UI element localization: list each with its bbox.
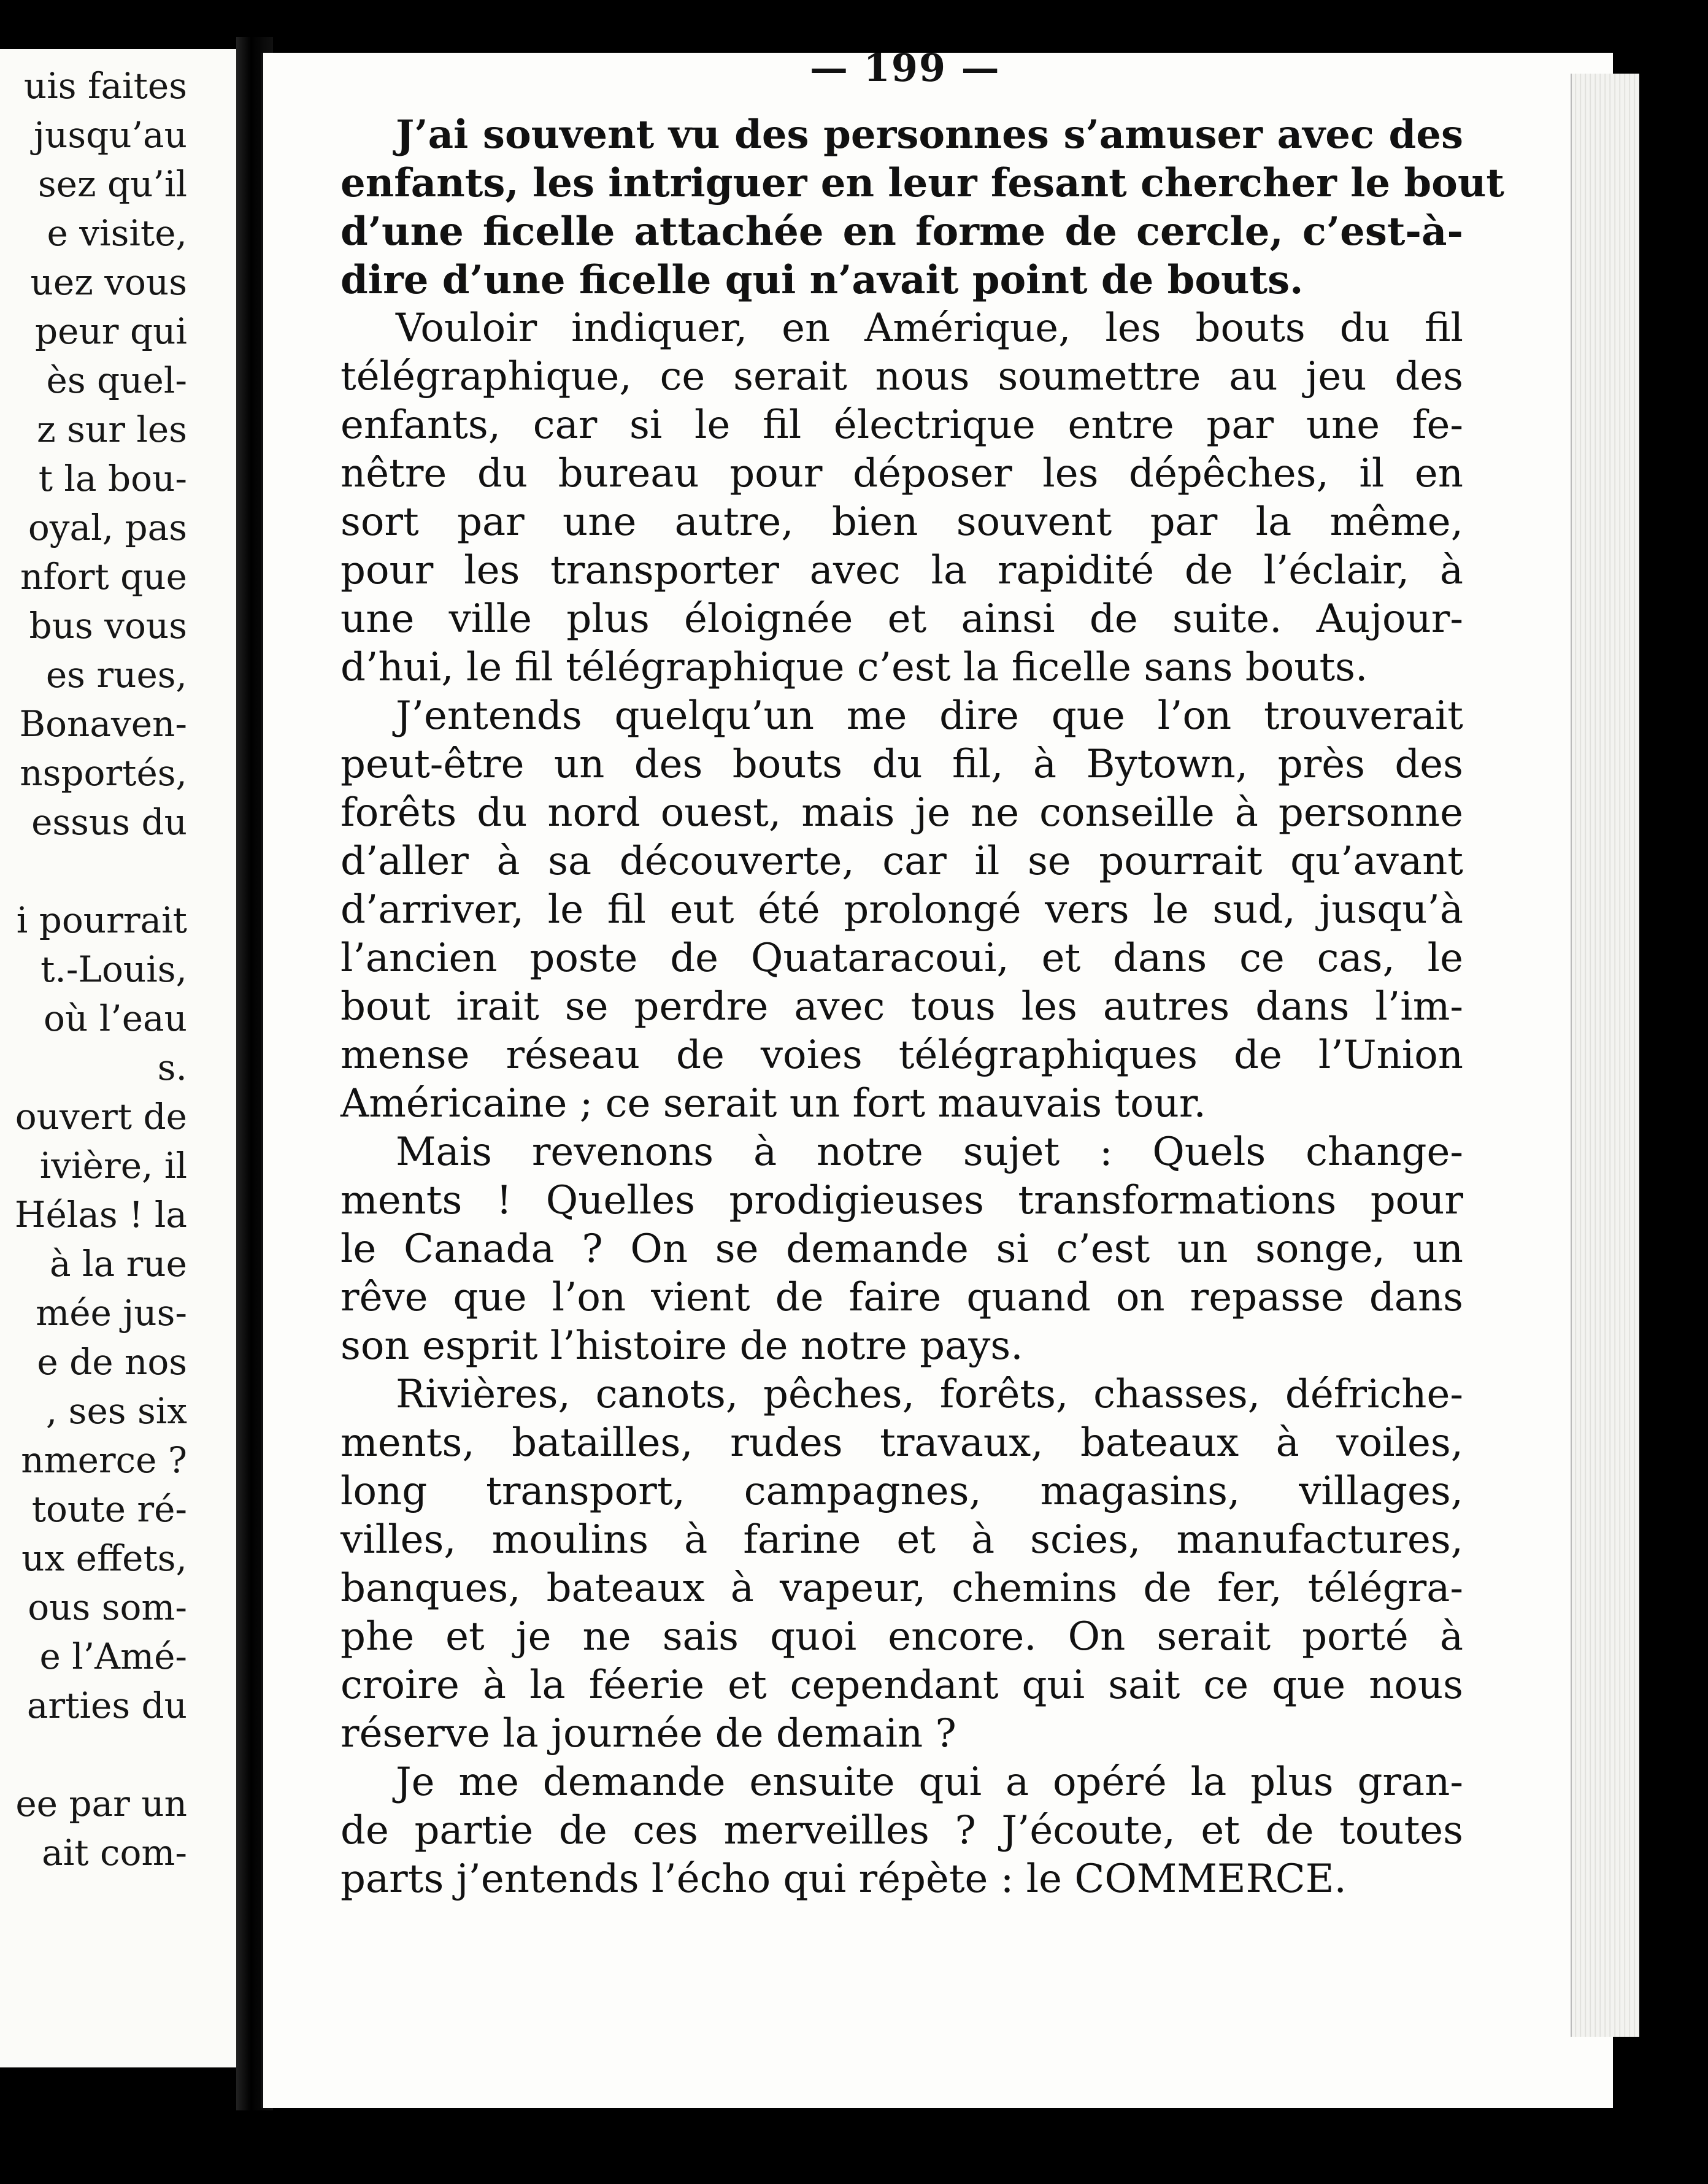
- left-page-line: nsportés,: [20, 752, 187, 794]
- text-line: parts j’entends l’écho qui répète : le COMMERCE.: [340, 1856, 1347, 1902]
- body-text: [340, 110, 1504, 1904]
- left-page-line: ouvert de: [15, 1096, 187, 1137]
- paragraph: [340, 692, 1463, 1128]
- text-line: sort par une autre, bien souvent par la même,: [340, 499, 1463, 545]
- text-line: son esprit l’histoire de notre pays.: [340, 1323, 1023, 1369]
- left-page-line: jusqu’au: [34, 114, 187, 156]
- text-line: pour les transporter avec la rapidité de l’éclair, à: [340, 548, 1463, 593]
- paragraph: [340, 1371, 1463, 1758]
- text-line: J’ai souvent vu des personnes s’amuser avec des: [396, 112, 1463, 158]
- left-page-line: essus du: [31, 801, 187, 843]
- text-line: Américaine ; ce serait un fort mauvais tour.: [340, 1081, 1206, 1126]
- text-line: d’une ficelle attachée en forme de cercle, c’est-à-: [340, 209, 1463, 255]
- left-page-line: i pourrait: [16, 899, 187, 941]
- left-page-line: e visite,: [47, 212, 187, 254]
- text-line: forêts du nord ouest, mais je ne conseille à personne: [340, 790, 1463, 836]
- paragraph: [340, 110, 1504, 304]
- left-page-line: Bonaven-: [19, 703, 187, 745]
- left-page-line: es rues,: [45, 654, 187, 696]
- left-page-line: e de nos: [37, 1341, 187, 1383]
- paragraph: [340, 304, 1463, 692]
- text-line: mense réseau de voies télégraphiques de l’Union: [340, 1032, 1463, 1078]
- page-edges: [1571, 74, 1639, 2037]
- paragraph: [340, 1758, 1463, 1904]
- text-line: croire à la féerie et cependant qui sait ce que nous: [340, 1663, 1463, 1708]
- text-line: Je me demande ensuite qui a opéré la plus gran-: [396, 1759, 1463, 1805]
- left-page-line: t la bou-: [38, 458, 187, 499]
- left-page-line: ee par un: [15, 1783, 187, 1824]
- left-page-line: toute ré-: [31, 1488, 187, 1530]
- page-number: — 199 —: [810, 45, 1001, 90]
- left-page-line: nmerce ?: [21, 1439, 187, 1481]
- text-line: banques, bateaux à vapeur, chemins de fer, télégra-: [340, 1566, 1463, 1611]
- left-page-line: ous som-: [28, 1586, 187, 1628]
- left-page-line: uez vous: [30, 261, 187, 303]
- left-page-line: Hélas ! la: [14, 1194, 187, 1236]
- left-page-line: uis faites: [23, 65, 187, 107]
- text-line: bout irait se perdre avec tous les autres dans l’im-: [340, 984, 1463, 1029]
- left-page-line: ès quel-: [46, 360, 187, 401]
- text-line: enfants, car si le fil électrique entre par une fe-: [340, 402, 1463, 448]
- text-line: l’ancien poste de Quataracoui, et dans ce cas, le: [340, 936, 1463, 981]
- left-page-line: nfort que: [20, 556, 187, 598]
- left-page-line: e l’Amé-: [39, 1636, 187, 1677]
- left-page-line: bus vous: [29, 605, 187, 647]
- text-line: villes, moulins à farine et à scies, manufactures,: [340, 1517, 1463, 1563]
- text-line: long transport, campagnes, magasins, villages,: [340, 1469, 1463, 1514]
- left-page-line: ait com-: [42, 1832, 187, 1874]
- left-page-line: peur qui: [34, 310, 187, 352]
- left-page-line: , ses six: [45, 1390, 187, 1432]
- text-line: enfants, les intriguer en leur fesant chercher le bout: [340, 160, 1504, 206]
- text-line: rêve que l’on vient de faire quand on repasse dans: [340, 1275, 1463, 1320]
- text-line: de partie de ces merveilles ? J’écoute, et de toutes: [340, 1808, 1463, 1853]
- text-line: ments ! Quelles prodigieuses transformations pour: [340, 1178, 1463, 1223]
- text-line: Rivières, canots, pêches, forêts, chasses, défriche-: [396, 1372, 1463, 1417]
- text-line: le Canada ? On se demande si c’est un songe, un: [340, 1226, 1463, 1272]
- left-page-line: ivière, il: [39, 1145, 187, 1186]
- text-line: ments, batailles, rudes travaux, bateaux à voiles,: [340, 1420, 1463, 1466]
- text-line: télégraphique, ce serait nous soumettre au jeu des: [340, 354, 1463, 399]
- left-page-line: à la rue: [50, 1243, 187, 1285]
- text-line: une ville plus éloignée et ainsi de suite. Aujour-: [340, 596, 1463, 642]
- left-page-line: où l’eau: [44, 998, 187, 1039]
- left-page-line: ux effets,: [21, 1537, 187, 1579]
- left-page-line: oyal, pas: [28, 507, 187, 548]
- left-page-line: arties du: [26, 1685, 187, 1726]
- left-page-line: sez qu’il: [37, 163, 187, 205]
- paragraph: [340, 1128, 1463, 1371]
- text-line: peut-être un des bouts du fil, à Bytown, près des: [340, 742, 1463, 787]
- text-line: d’aller à sa découverte, car il se pourrait qu’avant: [340, 839, 1463, 884]
- text-line: Mais revenons à notre sujet : Quels change-: [396, 1129, 1463, 1175]
- left-page-line: t.-Louis,: [40, 948, 187, 990]
- text-line: dire d’une ficelle qui n’avait point de bouts.: [340, 257, 1304, 303]
- left-page-line: mée jus-: [36, 1292, 187, 1334]
- text-line: nêtre du bureau pour déposer les dépêches, il en: [340, 451, 1463, 496]
- text-line: d’arriver, le fil eut été prolongé vers le sud, jusqu’à: [340, 887, 1463, 932]
- left-page-fragment: [0, 49, 236, 2067]
- text-line: Vouloir indiquer, en Amérique, les bouts du fil: [396, 306, 1463, 351]
- text-line: J’entends quelqu’un me dire que l’on trouverait: [396, 693, 1463, 739]
- text-line: d’hui, le fil télégraphique c’est la ficelle sans bouts.: [340, 645, 1368, 690]
- text-line: phe et je ne sais quoi encore. On serait porté à: [340, 1614, 1463, 1659]
- text-line: réserve la journée de demain ?: [340, 1711, 956, 1756]
- left-page-line: s.: [157, 1047, 187, 1088]
- left-page-line: z sur les: [37, 409, 187, 450]
